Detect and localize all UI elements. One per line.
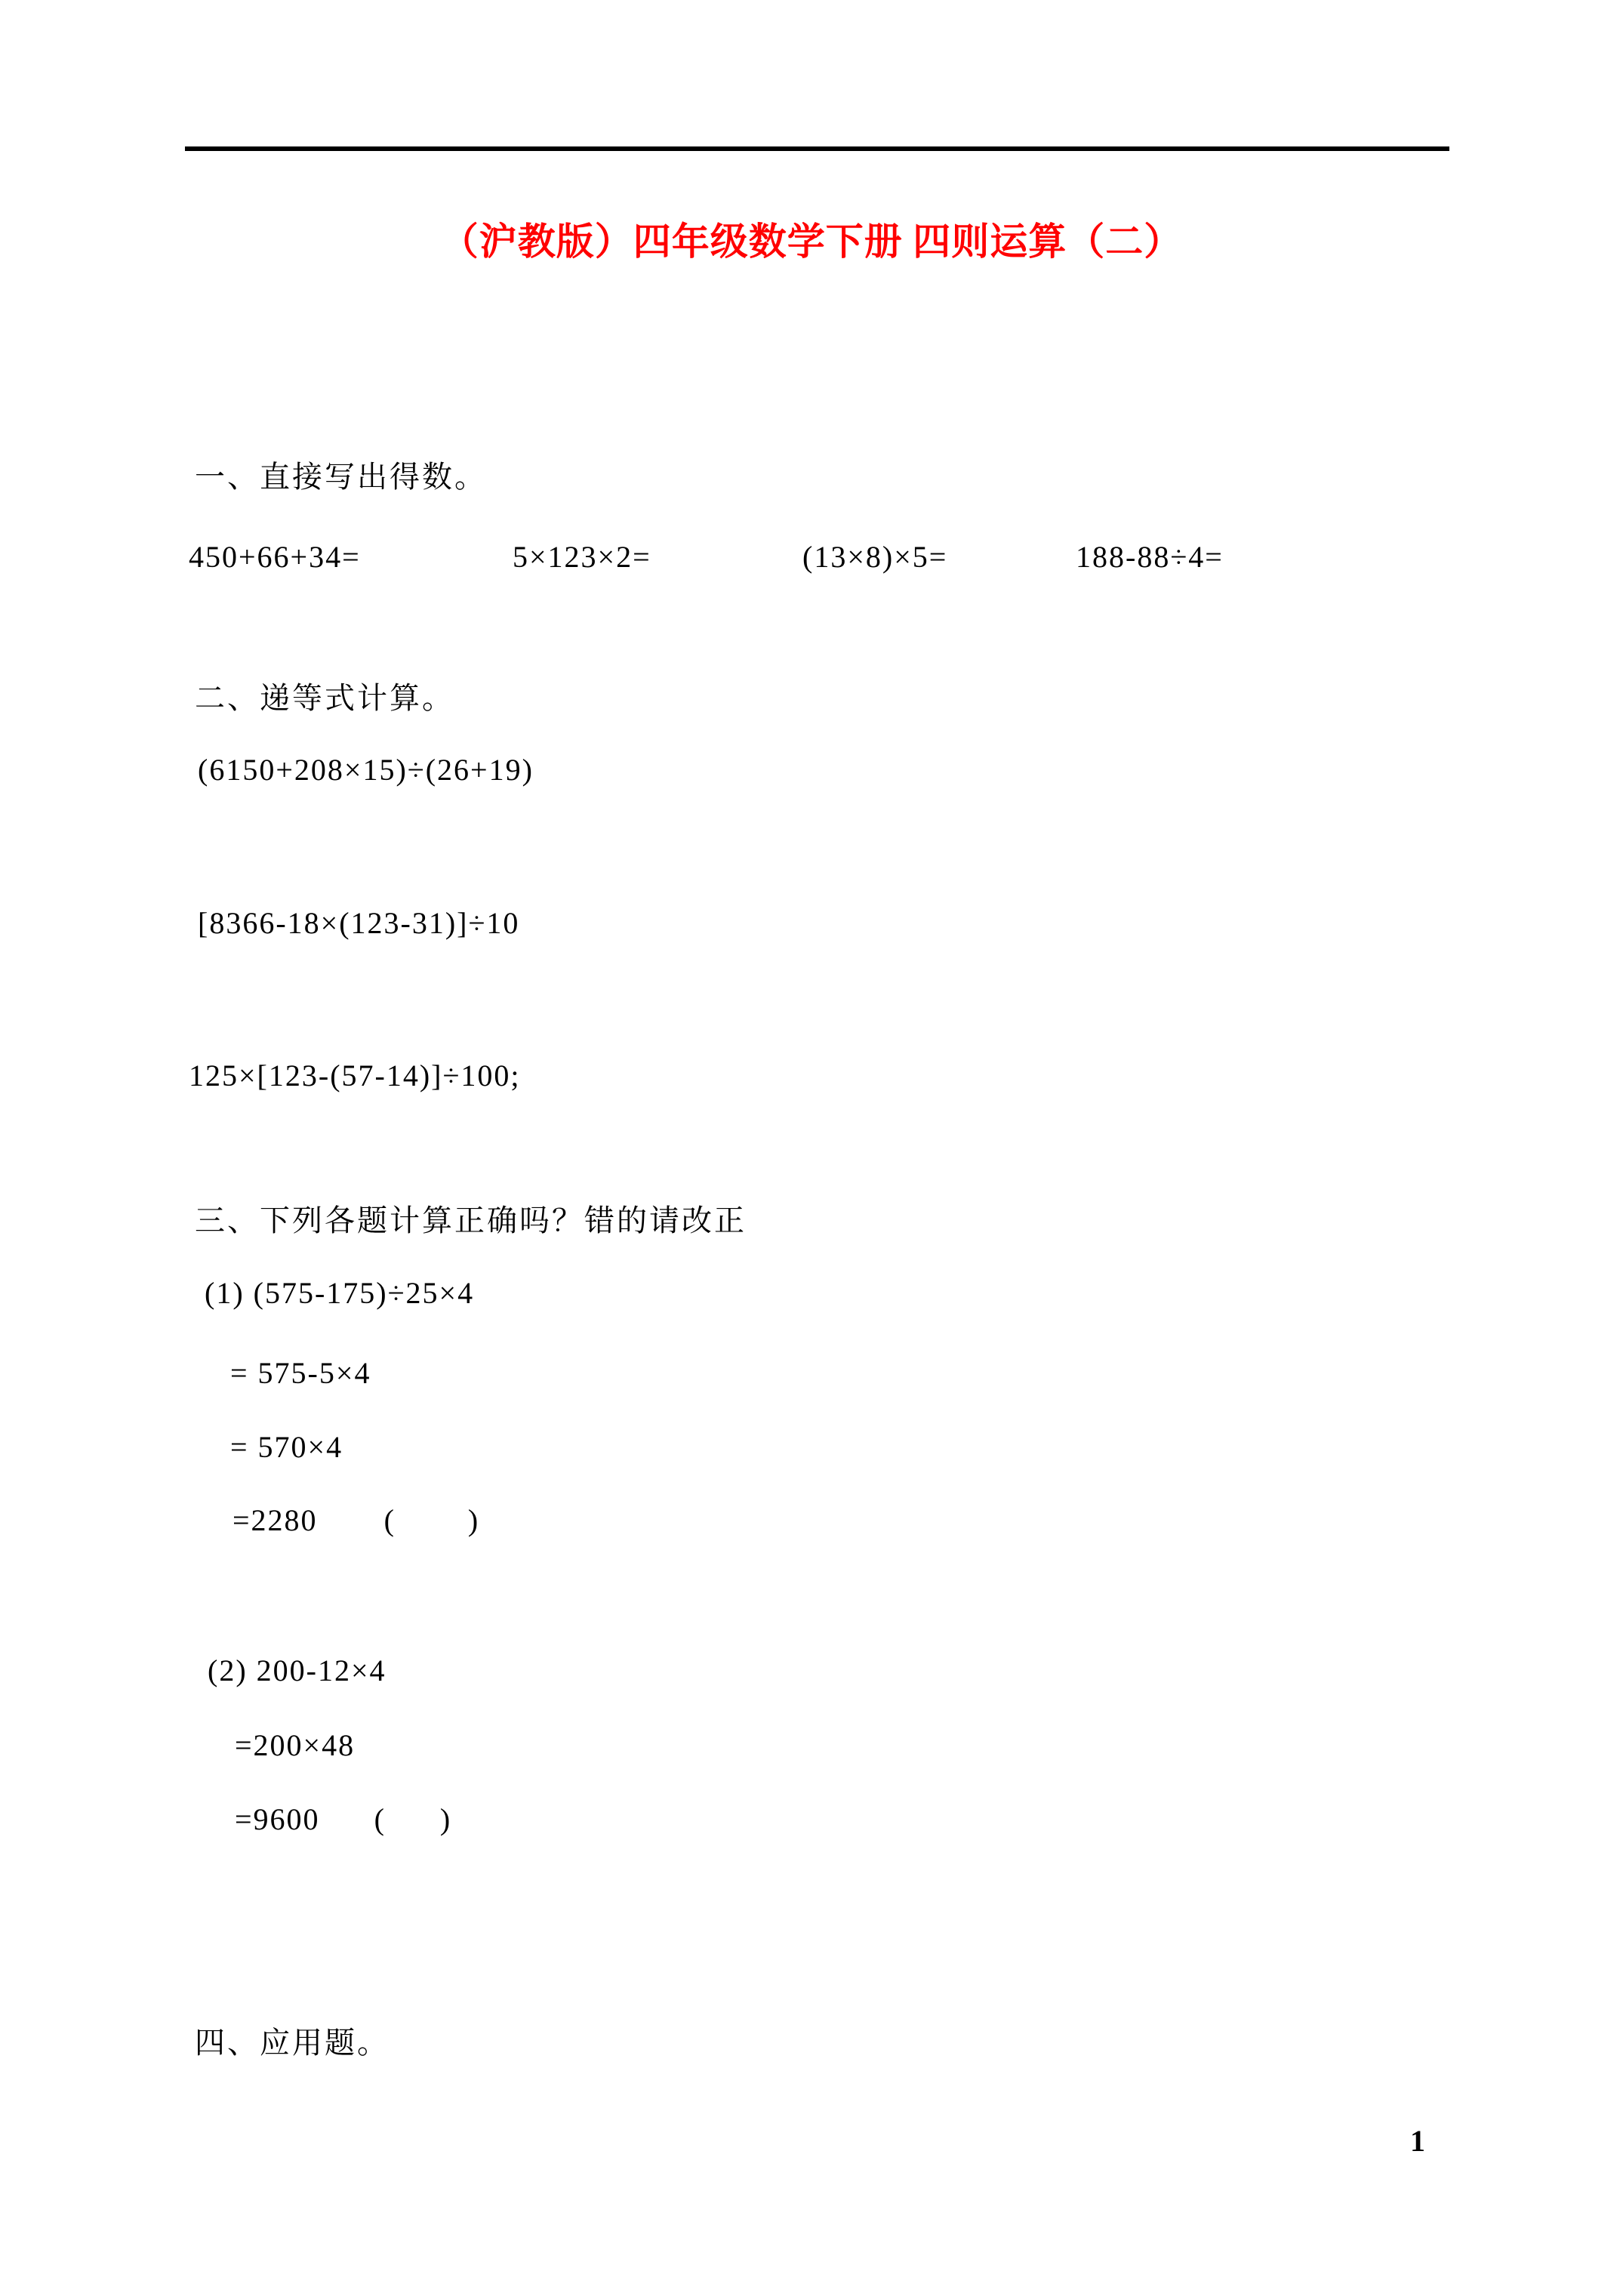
check-problem-1-result-line [233, 1502, 479, 1539]
top-rule [185, 146, 1449, 151]
check-problem-2-step-1: =200×48 [235, 1728, 356, 1762]
mental-math-problem-2: 5×123×2= [513, 540, 651, 574]
check-problem-1-answer-parens: ( ) [383, 1503, 480, 1537]
step-calc-expression-1: (6150+208×15)÷(26+19) [198, 753, 534, 787]
page-title: （沪教版）四年级数学下册 四则运算（二） [440, 220, 1183, 263]
step-calc-expression-2: [8366-18×(123-31)]÷10 [198, 906, 520, 940]
check-problem-1-result: =2280 [233, 1503, 318, 1537]
mental-math-problem-3: (13×8)×5= [802, 540, 948, 574]
check-problem-2-answer-parens: ( ) [374, 1802, 452, 1836]
mental-math-problem-1: 450+66+34= [189, 540, 361, 574]
check-problem-1-step-2: = 570×4 [230, 1430, 343, 1464]
section-4-heading: 四、应用题。 [195, 2026, 390, 2060]
section-2-heading: 二、递等式计算。 [195, 681, 454, 715]
section-3-heading: 三、下列各题计算正确吗？错的请改正 [195, 1203, 747, 1237]
page-number: 1 [1410, 2124, 1425, 2158]
check-problem-2-result: =9600 [235, 1802, 320, 1836]
check-problem-1-step-1: = 575-5×4 [230, 1356, 371, 1390]
check-problem-1-expression: (1) (575-175)÷25×4 [205, 1276, 475, 1310]
check-problem-2-result-line [235, 1801, 451, 1838]
step-calc-expression-3: 125×[123-(57-14)]÷100; [189, 1059, 521, 1093]
mental-math-problem-4: 188-88÷4= [1076, 540, 1224, 574]
section-1-heading: 一、直接写出得数。 [195, 460, 487, 494]
check-problem-2-expression: (2) 200-12×4 [208, 1653, 387, 1687]
